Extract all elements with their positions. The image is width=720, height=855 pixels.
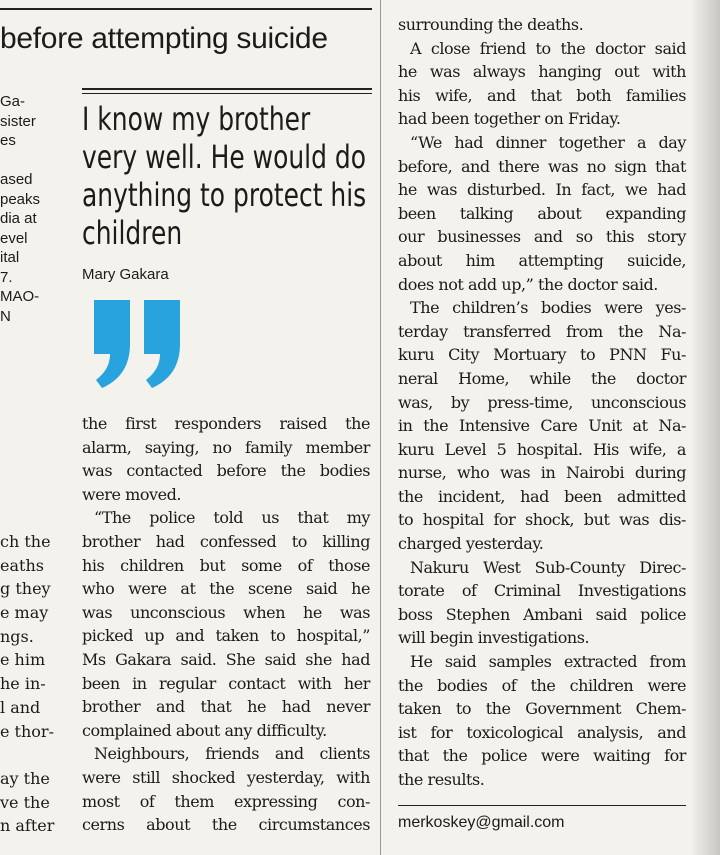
- pull-quote-line: I know my brother: [82, 100, 311, 138]
- text-fragment: ch the: [0, 532, 51, 551]
- right-column: [398, 13, 686, 792]
- text-line: “The police told us that my: [94, 508, 370, 528]
- middle-column: [82, 412, 370, 837]
- pull-quote-line: very well. He would do: [82, 138, 366, 176]
- text-line: complained about any difficulty.: [82, 720, 327, 740]
- text-line: was unconscious when he was: [82, 602, 370, 622]
- text-line: neral Home, while the doctor: [398, 368, 686, 388]
- text-line: A close friend to the doctor said: [410, 38, 686, 58]
- pull-quote: [82, 100, 367, 252]
- text-fragment: ased: [0, 171, 33, 188]
- author-email: merkoskey@gmail.com: [398, 814, 565, 831]
- text-line: the incident, had been admitted: [398, 486, 686, 506]
- pull-quote-rule-1: [82, 88, 372, 90]
- pull-quote-rule-2: [82, 93, 372, 94]
- text-fragment: [0, 743, 54, 767]
- pull-quote-attribution: Mary Gakara: [82, 266, 169, 283]
- text-line: will begin investigations.: [398, 628, 590, 648]
- text-line: surrounding the deaths.: [398, 15, 584, 34]
- text-line: was contacted before the bodies: [82, 461, 370, 481]
- text-line: he was disturbed. In fact, we had: [398, 180, 686, 200]
- text-line: had been together on Friday.: [398, 109, 621, 129]
- text-line: been talking about expanding: [398, 203, 686, 223]
- pull-quote-line: anything to protect his: [82, 176, 367, 214]
- page-edge-shadow: [690, 0, 720, 855]
- text-fragment: MAO-: [0, 288, 40, 305]
- text-fragment: dia at: [0, 210, 37, 227]
- text-fragment: he in-: [0, 674, 46, 694]
- text-line: the results.: [398, 770, 485, 789]
- text-line: in the Intensive Care Unit at Na-: [398, 416, 686, 436]
- text-line: ist for toxicological analysis, and: [398, 722, 686, 742]
- text-line: his wife, and that both families: [398, 85, 686, 105]
- text-line: the first responders raised the: [82, 414, 370, 433]
- text-line: were moved.: [82, 484, 182, 504]
- text-fragment: 7.: [0, 268, 13, 286]
- text-line: kuru Level 5 hospital. His wife, a: [398, 439, 686, 459]
- text-fragment: sister: [0, 112, 36, 130]
- text-line: Nakuru West Sub-County Direc-: [410, 557, 686, 577]
- email-rule: [398, 805, 686, 806]
- text-line: The children’s bodies were yes-: [410, 298, 686, 318]
- text-line: that the police were waiting for: [398, 746, 686, 766]
- text-fragment: peaks: [0, 190, 41, 208]
- text-fragment: e thor-: [0, 721, 54, 741]
- text-line: terday transferred from the Na-: [398, 321, 686, 341]
- text-line: nurse, who was in Nairobi during: [398, 463, 686, 483]
- text-fragment: Ga-: [0, 93, 26, 110]
- text-fragment: evel: [0, 229, 28, 247]
- pull-quote-line: children: [82, 214, 183, 252]
- left-fragments-bottom: [0, 530, 54, 838]
- text-fragment: ay the: [0, 768, 50, 788]
- text-line: He said samples extracted from: [410, 652, 686, 672]
- column-divider: [380, 0, 381, 855]
- left-fragments-top: [0, 92, 40, 326]
- text-line: been in regular contact with her: [82, 673, 370, 693]
- text-fragment: e may: [0, 603, 49, 623]
- text-line: alarm, saying, no family member: [82, 437, 370, 457]
- text-line: picked up and taken to hospital,”: [82, 626, 370, 646]
- text-line: brother and that he had never: [82, 697, 370, 717]
- text-line: kuru City Mortuary to PNN Fu-: [398, 345, 686, 365]
- text-line: taken to the Government Chem-: [398, 699, 686, 719]
- text-line: before, and there was no sign that: [398, 156, 686, 176]
- text-line: torate of Criminal Investigations: [398, 581, 686, 601]
- text-fragment: e him: [0, 650, 46, 670]
- text-line: Ms Gakara said. She said she had: [82, 649, 370, 669]
- text-fragment: [0, 151, 40, 171]
- text-line: boss Stephen Ambani said police: [398, 604, 686, 624]
- text-line: does not add up,” the doctor said.: [398, 274, 658, 294]
- top-rule: [0, 8, 372, 10]
- text-line: who were at the scene said he: [82, 579, 370, 599]
- text-line: most of them expressing con-: [82, 791, 370, 811]
- text-fragment: N: [0, 307, 11, 325]
- text-fragment: l and: [0, 697, 41, 717]
- quotation-marks-icon: [88, 292, 188, 392]
- headline: before attempting suicide: [0, 22, 328, 55]
- text-fragment: n after: [0, 816, 55, 836]
- text-line: he was always hanging out with: [398, 62, 686, 82]
- text-line: charged yesterday.: [398, 534, 544, 554]
- text-line: our businesses and so this story: [398, 227, 686, 247]
- text-line: the bodies of the children were: [398, 675, 686, 695]
- text-line: Neighbours, friends and clients: [94, 744, 370, 764]
- text-line: was, by press-time, unconscious: [398, 392, 686, 412]
- text-line: his children but some of those: [82, 555, 370, 575]
- text-fragment: ngs.: [0, 626, 34, 646]
- text-fragment: ital: [0, 249, 20, 266]
- text-fragment: g they: [0, 579, 51, 599]
- text-line: about him attempting suicide,: [398, 250, 686, 270]
- text-fragment: es: [0, 132, 16, 149]
- text-line: “We had dinner together a day: [410, 132, 686, 152]
- text-line: to hospital for shock, but was dis-: [398, 510, 686, 530]
- text-fragment: eaths: [0, 555, 44, 575]
- text-line: were still shocked yesterday, with: [82, 767, 370, 787]
- text-line: cerns about the circumstances: [82, 815, 370, 835]
- text-line: brother had confessed to killing: [82, 531, 370, 551]
- text-fragment: ve the: [0, 792, 50, 812]
